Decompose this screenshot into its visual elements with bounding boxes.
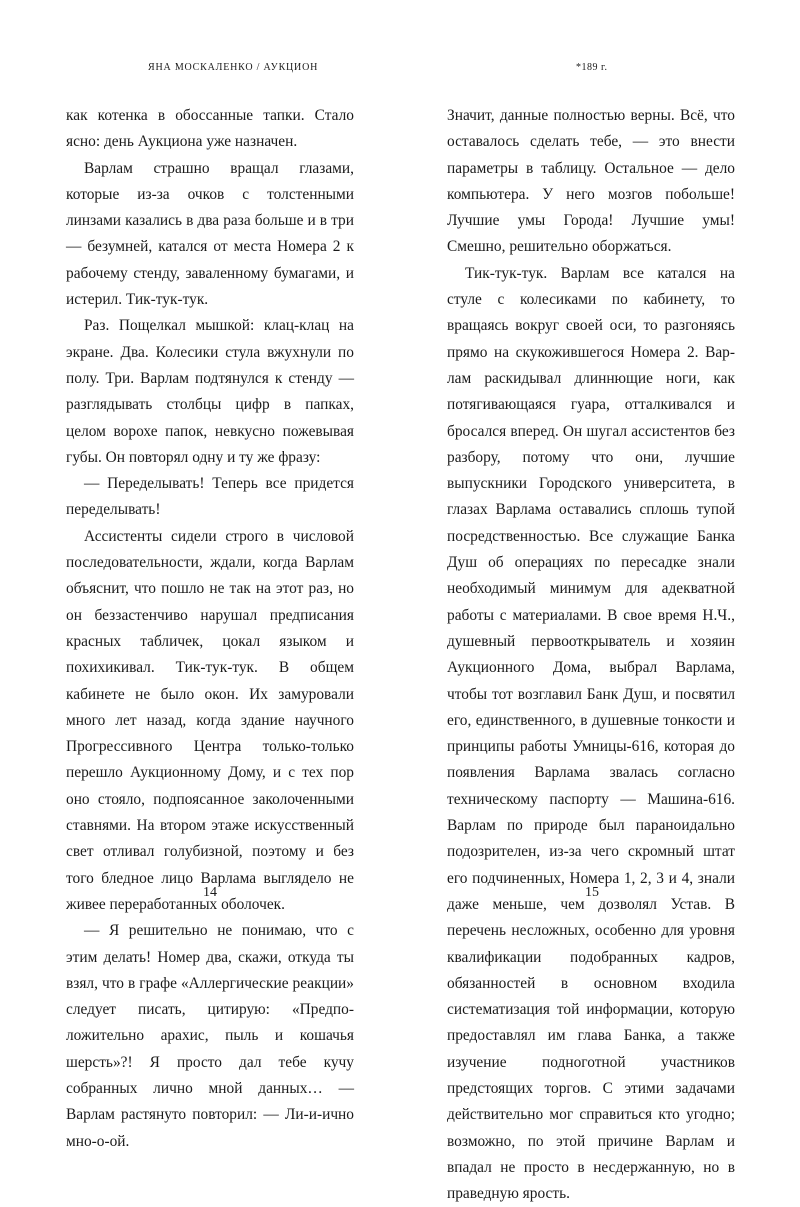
page-number: 15: [585, 885, 599, 900]
paragraph: Варлам страшно вращал глазами, которые из-за очков с толстенными линзами казались в два раза больше и в три — безумней, катался от места Номера 2 к рабочему стенду, заваленному бумагами, и истерил. Тик-тук-тук.: [66, 159, 354, 309]
running-head-year: *189 г.: [576, 62, 608, 73]
left-page-text: [66, 103, 354, 1155]
page-number: 14: [203, 885, 217, 900]
paragraph: — Я решительно не понимаю, что с этим делать! Номер два, скажи, откуда ты взял, что в графе «Аллергические реакции» следует писать, цитирую: «Предположительно арахис, пыль и кошачья шерсть»?! Я просто дал тебе кучу собранных лично мной данных… — Варлам растянуто повторил: — Ли-и-ично мно-о-ой.: [66, 922, 354, 1150]
paragraph: Ассистенты сидели строго в числовой последовательности, ждали, когда Варлам объяснит, что пошло не так на этот раз, но он беззастенчиво нарушал предписания красных табличек, цокал языком и похихикивал. Тик-тук-тук. В общем кабинете не было окон. Их замуровали много лет назад, когда здание научного Прогрессивного Центра только-только перешло Аукционному Дому, и с тех пор оно стояло, подпоясанное заколоченными ставнями. На втором этаже искусственный свет отливал голубизной, поэтому и без того бледное лицо Варлама выглядело не живее переработанных оболочек.: [66, 527, 354, 913]
paragraph: Значит, данные полностью верны. Всё, что оставалось сделать тебе, — это внести параметры в таблицу. Остальное — дело компьютера. У него мозгов побольше! Лучшие умы Города! Лучшие умы! Смешно, решительно оборжаться.: [447, 107, 735, 256]
right-page: [400, 0, 800, 1203]
paragraph: — Переделывать! Теперь все придется переделывать!: [66, 475, 354, 519]
left-page: [0, 0, 400, 1150]
right-page-text: [447, 103, 735, 1207]
running-head-author-title: ЯНА МОСКАЛЕНКО / АУКЦИОН: [148, 62, 319, 73]
paragraph: как котенка в обоссанные тапки. Стало ясно: день Аукциона уже назначен.: [66, 107, 354, 151]
paragraph: Раз. Пощелкал мышкой: клац-клац на экране. Два. Колесики стула вжухнули по полу. Три. Варлам подтянулся к стенду — разглядывать столбцы цифр в папках, целом ворохе папок, невкусно пожевывая губы. Он повторял одну и ту же фразу:: [66, 317, 354, 466]
paragraph: Тик-тук-тук. Варлам все катался на стуле с колесиками по кабинету, то вращаясь вокруг своей оси, то разгоняясь прямо на скукожившегося Номера 2. Варлам раскидывал длиннющие ноги, как потягивающаяся гуара, отталкивался и бросался вперед. Он шугал ассистентов без разбору, потому что они, лучшие выпускники Городского университета, в глазах Варлама оставались сплошь тупой посредственностью. Все служащие Банка Душ об операциях по пересадке знали необходимый минимум для адекватной работы с материалами. В свое время Н.Ч., душевный первооткрыватель и хозяин Аукционного Дома, выбрал Варлама, чтобы тот возглавил Банк Душ, и посвятил его, единственного, в душевные тонкости и принципы работы Умницы-616, которая до появления Варлама звалась согласно техническому паспорту — Машина-616. Варлам по природе был параноидально подозрителен, из-за чего скромный штат его подчиненных, Номера 1, 2, 3 и 4, знали даже меньше, чем дозволял Устав. В перечень несложных, особенно для уровня квалификации подобранных кадров, обязанностей в основном входила систематизация той информации, которую предоставлял им глава Банка, а также изучение подноготной участников предстоящих торгов. С этими задачами действительно мог справиться кто угодно; возможно, по этой причине Варлам и впадал не просто в несдержанную, но в праведную ярость.: [447, 264, 735, 1203]
